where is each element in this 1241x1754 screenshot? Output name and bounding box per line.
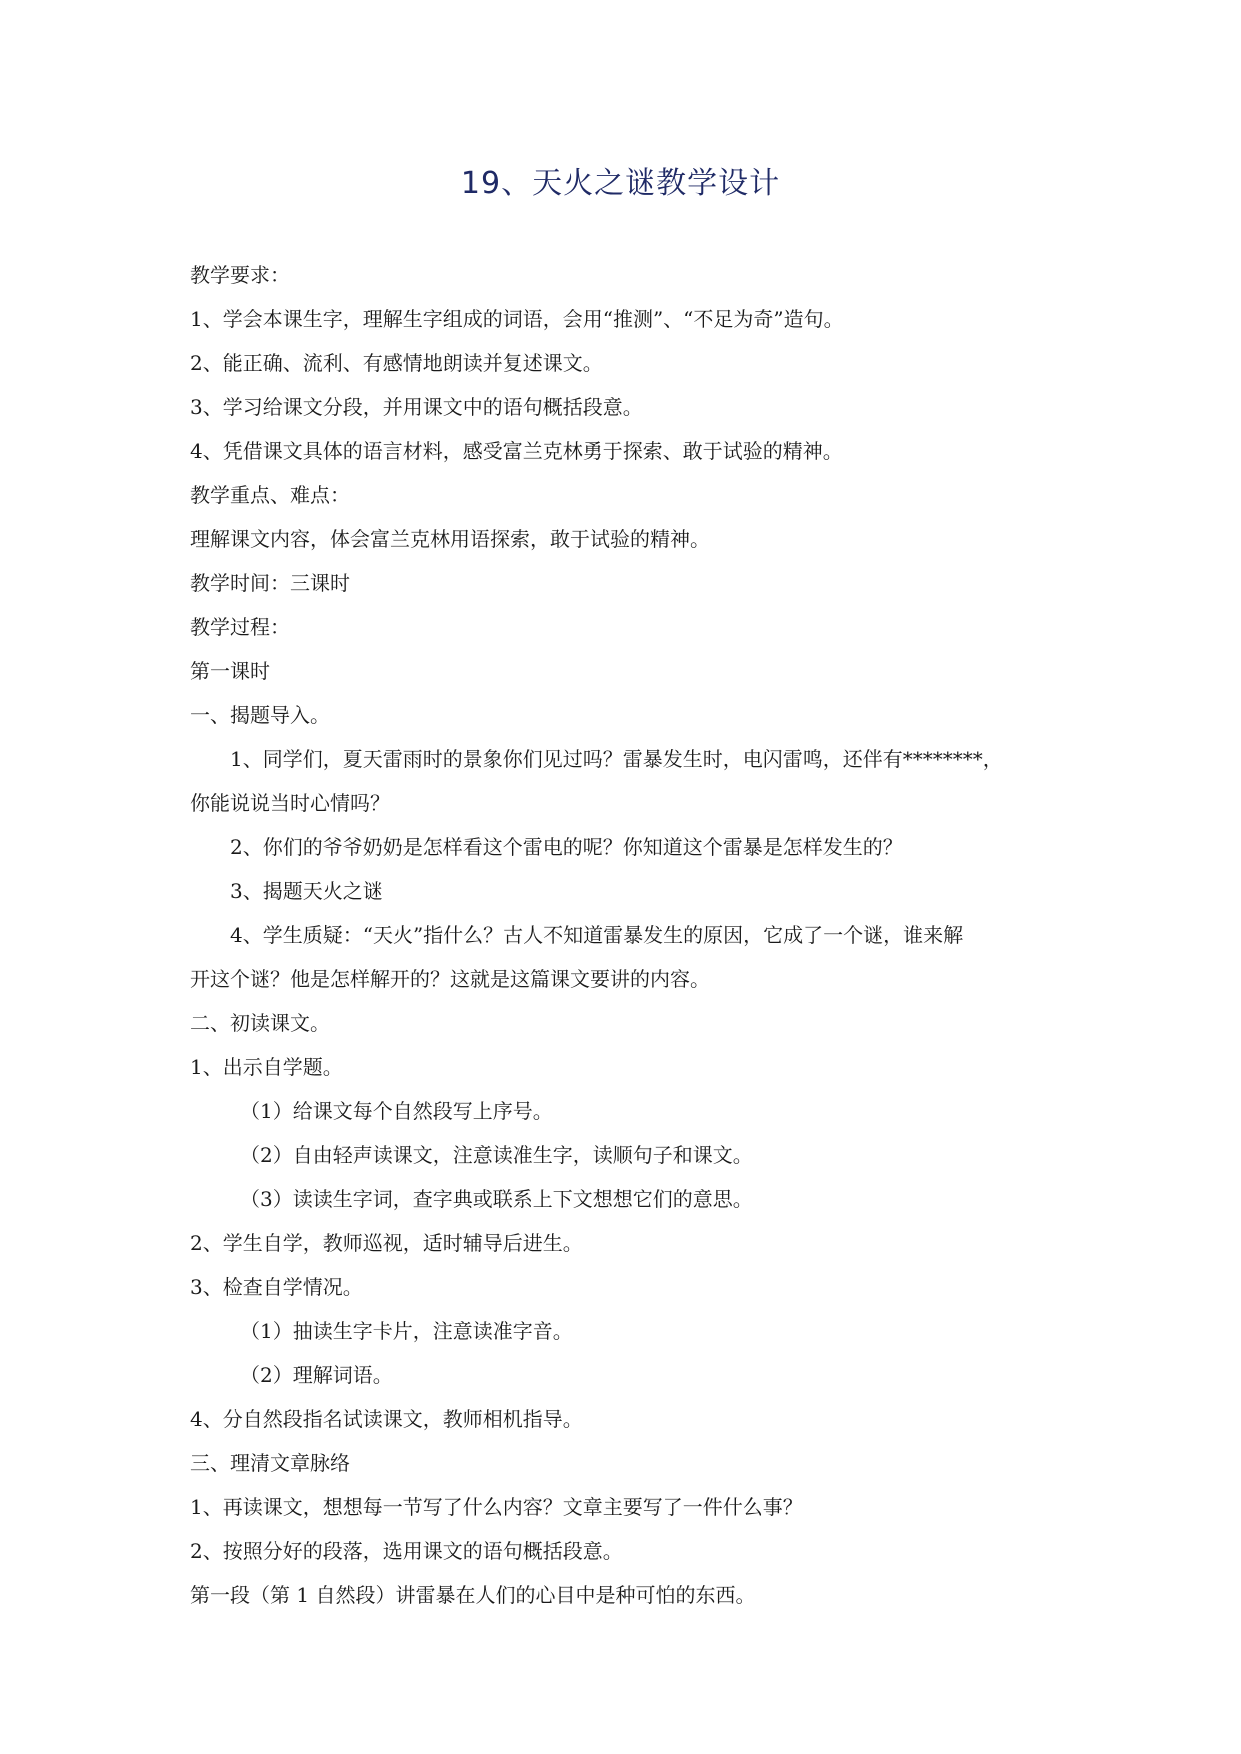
list-item: 4、学生质疑：“天火”指什么？古人不知道雷暴发生的原因，它成了一个谜，谁来解 xyxy=(230,923,964,947)
paragraph: 理解课文内容，体会富兰克林用语探索，敢于试验的精神。 xyxy=(190,527,710,551)
list-item: 2、学生自学，教师巡视，适时辅导后进生。 xyxy=(190,1231,583,1255)
section-heading: 教学重点、难点： xyxy=(190,483,350,507)
list-item: 2、你们的爷爷奶奶是怎样看这个雷电的呢？你知道这个雷暴是怎样发生的？ xyxy=(230,835,903,859)
list-item: 1、再读课文，想想每一节写了什么内容？文章主要写了一件什么事？ xyxy=(190,1495,803,1519)
list-item: 2、按照分好的段落，选用课文的语句概括段意。 xyxy=(190,1539,623,1563)
list-item: 3、揭题天火之谜 xyxy=(230,879,383,903)
section-heading: 三、理清文章脉络 xyxy=(190,1451,350,1475)
paragraph: 教学时间：三课时 xyxy=(190,571,350,595)
list-item: 4、凭借课文具体的语言材料，感受富兰克林勇于探索、敢于试验的精神。 xyxy=(190,439,843,463)
document-title: 19、天火之谜教学设计 xyxy=(460,166,781,201)
paragraph: 开这个谜？他是怎样解开的？这就是这篇课文要讲的内容。 xyxy=(190,967,710,991)
section-heading: 第一课时 xyxy=(190,659,270,683)
list-item: 4、分自然段指名试读课文，教师相机指导。 xyxy=(190,1407,583,1431)
section-heading: 一、揭题导入。 xyxy=(190,703,330,727)
paragraph: 第一段（第 1 自然段）讲雷暴在人们的心目中是种可怕的东西。 xyxy=(190,1583,756,1607)
document-body xyxy=(190,253,1060,1617)
list-item: （1）抽读生字卡片，注意读准字音。 xyxy=(240,1319,573,1343)
list-item: 1、同学们，夏天雷雨时的景象你们见过吗？雷暴发生时，电闪雷鸣，还伴有********， xyxy=(230,747,1003,771)
list-item: 1、出示自学题。 xyxy=(190,1055,343,1079)
paragraph: 你能说说当时心情吗？ xyxy=(190,791,390,815)
list-item: （3）读读生字词，查字典或联系上下文想想它们的意思。 xyxy=(240,1187,753,1211)
list-item: （2）自由轻声读课文，注意读准生字，读顺句子和课文。 xyxy=(240,1143,753,1167)
list-item: 1、学会本课生字，理解生字组成的词语，会用“推测”、“不足为奇”造句。 xyxy=(190,307,844,331)
section-heading: 教学过程： xyxy=(190,615,290,639)
section-heading: 二、初读课文。 xyxy=(190,1011,330,1035)
section-heading: 教学要求： xyxy=(190,263,290,287)
list-item: 3、学习给课文分段，并用课文中的语句概括段意。 xyxy=(190,395,643,419)
list-item: （2）理解词语。 xyxy=(240,1363,393,1387)
list-item: （1）给课文每个自然段写上序号。 xyxy=(240,1099,553,1123)
list-item: 2、能正确、流利、有感情地朗读并复述课文。 xyxy=(190,351,603,375)
list-item: 3、检查自学情况。 xyxy=(190,1275,363,1299)
